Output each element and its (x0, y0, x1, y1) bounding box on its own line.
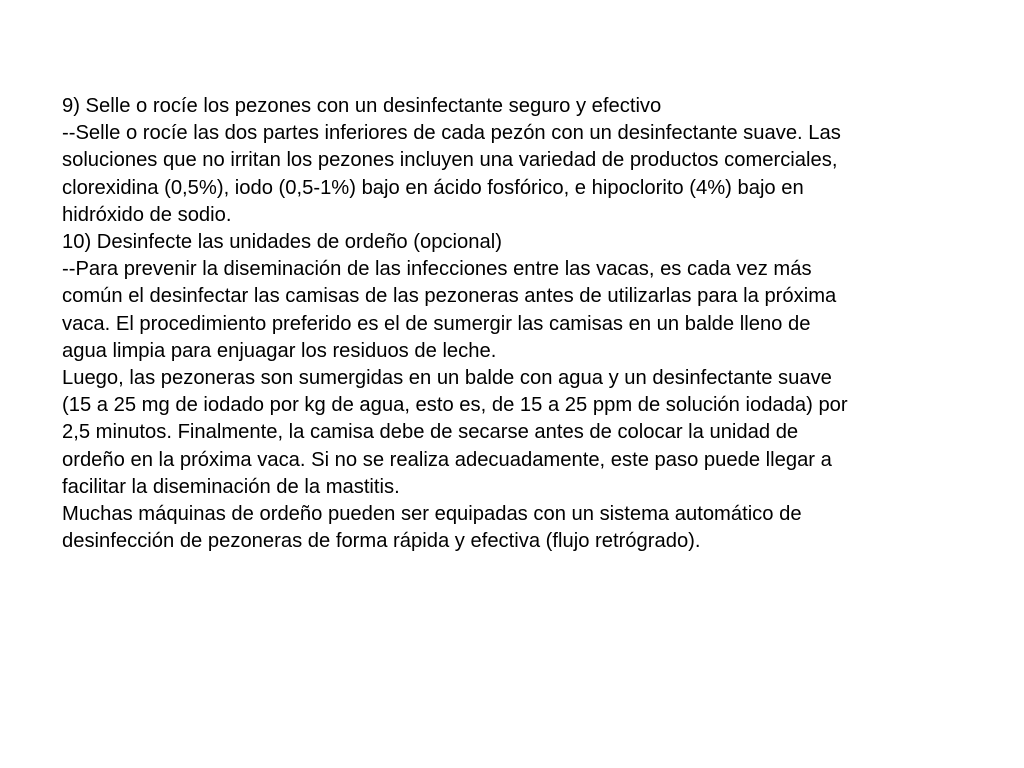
step-9-body-line: hidróxido de sodio. (62, 203, 232, 226)
slide-text-block (62, 93, 962, 555)
step-10-heading: 10) Desinfecte las unidades de ordeño (opcional) (62, 231, 502, 254)
step-10-body-line: común el desinfectar las camisas de las pezoneras antes de utilizarlas para la próxima (62, 285, 837, 308)
step-10-body-line: 2,5 minutos. Finalmente, la camisa debe de secarse antes de colocar la unidad de (62, 421, 799, 444)
step-10-body-line: Muchas máquinas de ordeño pueden ser equipadas con un sistema automático de (62, 503, 802, 526)
step-10-body-line: --Para prevenir la diseminación de las infecciones entre las vacas, es cada vez más (62, 258, 812, 281)
step-9-body-line: soluciones que no irritan los pezones incluyen una variedad de productos comerciales, (62, 149, 838, 172)
step-9-body-line: --Selle o rocíe las dos partes inferiores de cada pezón con un desinfectante suave. Las (62, 122, 841, 145)
step-10-body-line: vaca. El procedimiento preferido es el de sumergir las camisas en un balde lleno de (62, 312, 811, 335)
step-10-body-line: (15 a 25 mg de iodado por kg de agua, esto es, de 15 a 25 ppm de solución iodada) por (62, 394, 848, 417)
step-10-body-line: agua limpia para enjuagar los residuos de leche. (62, 339, 497, 362)
step-10-body-line: ordeño en la próxima vaca. Si no se realiza adecuadamente, este paso puede llegar a (62, 448, 832, 471)
step-10-body-line: Luego, las pezoneras son sumergidas en un balde con agua y un desinfectante suave (62, 367, 832, 390)
step-9-heading: 9) Selle o rocíe los pezones con un desinfectante seguro y efectivo (62, 95, 662, 117)
step-10-body-line: facilitar la diseminación de la mastitis. (62, 475, 400, 498)
step-10-body-line: desinfección de pezoneras de forma rápida y efectiva (flujo retrógrado). (62, 530, 701, 553)
step-9-body-line: clorexidina (0,5%), iodo (0,5-1%) bajo en ácido fosfórico, e hipoclorito (4%) bajo en (62, 176, 804, 199)
